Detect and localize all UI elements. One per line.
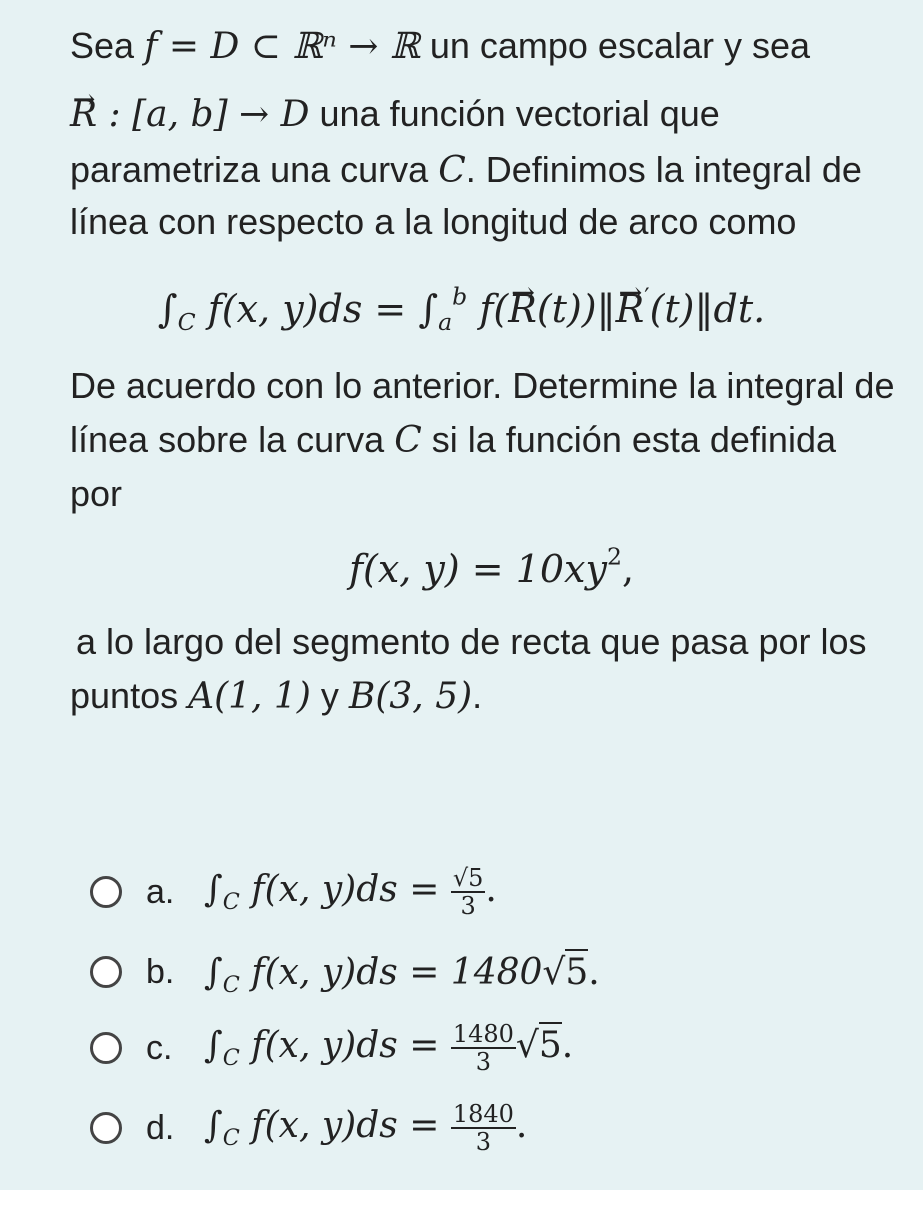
question-text: una función vectorial que (309, 93, 720, 134)
option-letter: c. (146, 1028, 173, 1067)
vector-R: → R (508, 284, 537, 334)
integral-sign: ∫ (204, 869, 223, 910)
question-text: línea sobre la curva (70, 419, 395, 460)
question-text: y (310, 675, 349, 716)
radicand: 5 (565, 949, 588, 993)
math-expression: f = D ⊂ ℝⁿ → ℝ (144, 26, 420, 67)
option-c-expression (204, 1021, 573, 1075)
math-expression: f( (467, 287, 509, 331)
fraction (451, 1101, 516, 1155)
math-subscript: C (222, 888, 240, 915)
fraction-denominator: 3 (475, 1048, 491, 1076)
integral-sign: ∫ (157, 287, 178, 331)
radio-button-c[interactable] (90, 1032, 122, 1064)
math-subscript: C (222, 1044, 240, 1071)
option-d[interactable] (90, 1098, 527, 1158)
math-expression: (t)‖dt. (649, 287, 766, 331)
question-line-2 (70, 92, 720, 137)
fraction-numerator: √5 (452, 864, 484, 892)
math-expression: C (394, 420, 422, 461)
math-subscript: C (222, 1124, 240, 1151)
radio-button-b[interactable] (90, 956, 122, 988)
vector-R: → R (70, 93, 97, 137)
option-d-expression (204, 1101, 527, 1155)
question-line-9 (70, 674, 482, 719)
math-expression: : [a, b] → D (97, 94, 310, 135)
math-subscript: C (177, 308, 196, 337)
option-b[interactable] (90, 942, 600, 1002)
math-subscript: C (222, 971, 240, 998)
question-text: . (472, 675, 483, 716)
question-text: . Definimos la integral de (465, 149, 862, 190)
function-definition (30, 544, 923, 595)
option-b-expression (204, 951, 600, 998)
question-text: Sea (70, 25, 145, 66)
fraction-denominator: 3 (460, 892, 476, 920)
math-expression: f(x, y)ds = ∫ (195, 287, 439, 331)
question-line-3 (70, 148, 862, 193)
math-expression: . (515, 1105, 528, 1146)
vector-R: → R (616, 284, 645, 334)
question-text: puntos (70, 675, 189, 716)
question-line-4: línea con respecto a la longitud de arco como (70, 201, 797, 242)
point-b: B(3, 5) (348, 676, 473, 717)
math-expression: f(x, y)ds = (239, 1025, 451, 1066)
math-expression: . (588, 951, 600, 993)
math-expression: f(x, y) = 10xy (348, 547, 607, 591)
option-a[interactable] (90, 862, 497, 922)
option-letter: d. (146, 1108, 175, 1147)
question-line-5: De acuerdo con lo anterior. Determine la integral de (70, 365, 895, 406)
fraction-numerator: 1480 (452, 1020, 514, 1048)
arc-length-formula (0, 284, 923, 335)
fraction-numerator: 1840 (452, 1100, 514, 1128)
card-bottom-edge (14, 1172, 909, 1190)
math-superscript: b (452, 282, 468, 311)
math-expression: . (485, 869, 497, 910)
question-line-8: a lo largo del segmento de recta que pasa por los (76, 621, 867, 662)
question-text: si la función esta definida (421, 419, 836, 460)
integral-sign: ∫ (204, 1025, 223, 1066)
option-letter: b. (146, 952, 175, 991)
option-a-expression (204, 865, 497, 919)
integral-sign: ∫ (204, 1105, 223, 1146)
question-line-6 (70, 418, 836, 463)
square-root: √5 (542, 949, 588, 993)
math-superscript: 2 (606, 542, 622, 571)
option-letter: a. (146, 872, 175, 911)
radicand: 5 (539, 1022, 562, 1066)
math-subscript: a (438, 308, 453, 337)
page-background (0, 1190, 923, 1208)
question-text: parametriza una curva (70, 149, 439, 190)
math-expression: f(x, y)ds = 1480 (239, 951, 543, 993)
math-expression: , (621, 547, 635, 591)
radio-button-d[interactable] (90, 1112, 122, 1144)
fraction (451, 865, 486, 919)
question-line-7: por (70, 473, 123, 514)
square-root: √5 (516, 1022, 562, 1066)
fraction (451, 1021, 516, 1075)
option-c[interactable] (90, 1018, 573, 1078)
math-superscript: ′ (644, 282, 650, 311)
math-expression: f(x, y)ds = (239, 1105, 451, 1146)
math-expression: (t))‖ (536, 287, 616, 331)
math-expression: C (438, 150, 466, 191)
question-line-1 (70, 24, 810, 69)
question-text: un campo escalar y sea (419, 25, 811, 66)
math-expression: f(x, y)ds = (239, 869, 451, 910)
fraction-denominator: 3 (475, 1128, 491, 1156)
radio-button-a[interactable] (90, 876, 122, 908)
point-a: A(1, 1) (188, 676, 311, 717)
integral-sign: ∫ (204, 951, 223, 993)
math-expression: . (561, 1025, 574, 1066)
